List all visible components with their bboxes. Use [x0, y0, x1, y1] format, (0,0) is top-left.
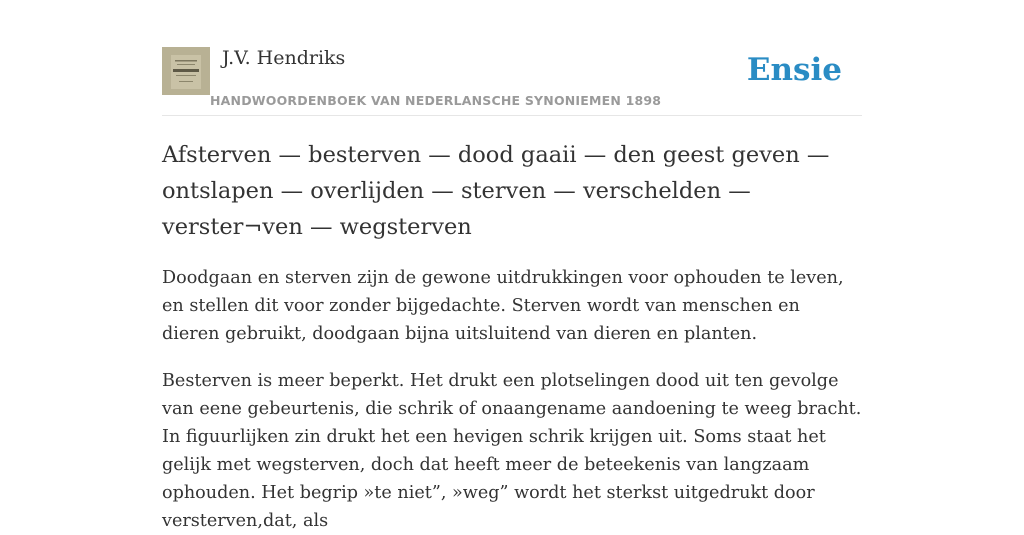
author-link[interactable]: J.V. Hendriks [222, 47, 346, 69]
entry-header [162, 0, 862, 116]
book-cover-icon[interactable] [162, 47, 210, 95]
entry-page [162, 0, 862, 531]
entry-paragraph: Doodgaan en sterven zijn de gewone uitdrukkingen voor ophouden te leven, en stellen dit voor zonder bijgedachte. Sterven wordt van menschen en dieren gebruikt, doodgaan bijna uitsluitend van dieren en planten. [162, 268, 844, 344]
source-label[interactable]: HANDWOORDENBOEK VAN NEDERLANSCHE SYNONIEMEN 1898 [210, 93, 662, 108]
entry-paragraph: Besterven is meer beperkt. Het drukt een plotselingen dood uit ten gevolge van eene gebeurtenis, die schrik of onaangename aandoening te weeg bracht. In figuurlijken zin drukt het een hevigen schrik krijgen uit. Soms staat het gelijk met wegsterven, doch dat heeft meer de beteekenis van langzaam ophouden. Het begrip »te niet”, »weg” wordt het sterkst uitgedrukt door versterven,dat, als [162, 371, 862, 531]
entry-title: Afsterven — besterven — dood gaaii — den geest geven — ontslapen — overlijden — sterven — verschelden — verster¬ven — wegsterven [162, 142, 830, 240]
brand-logo[interactable]: Ensie [746, 52, 842, 88]
